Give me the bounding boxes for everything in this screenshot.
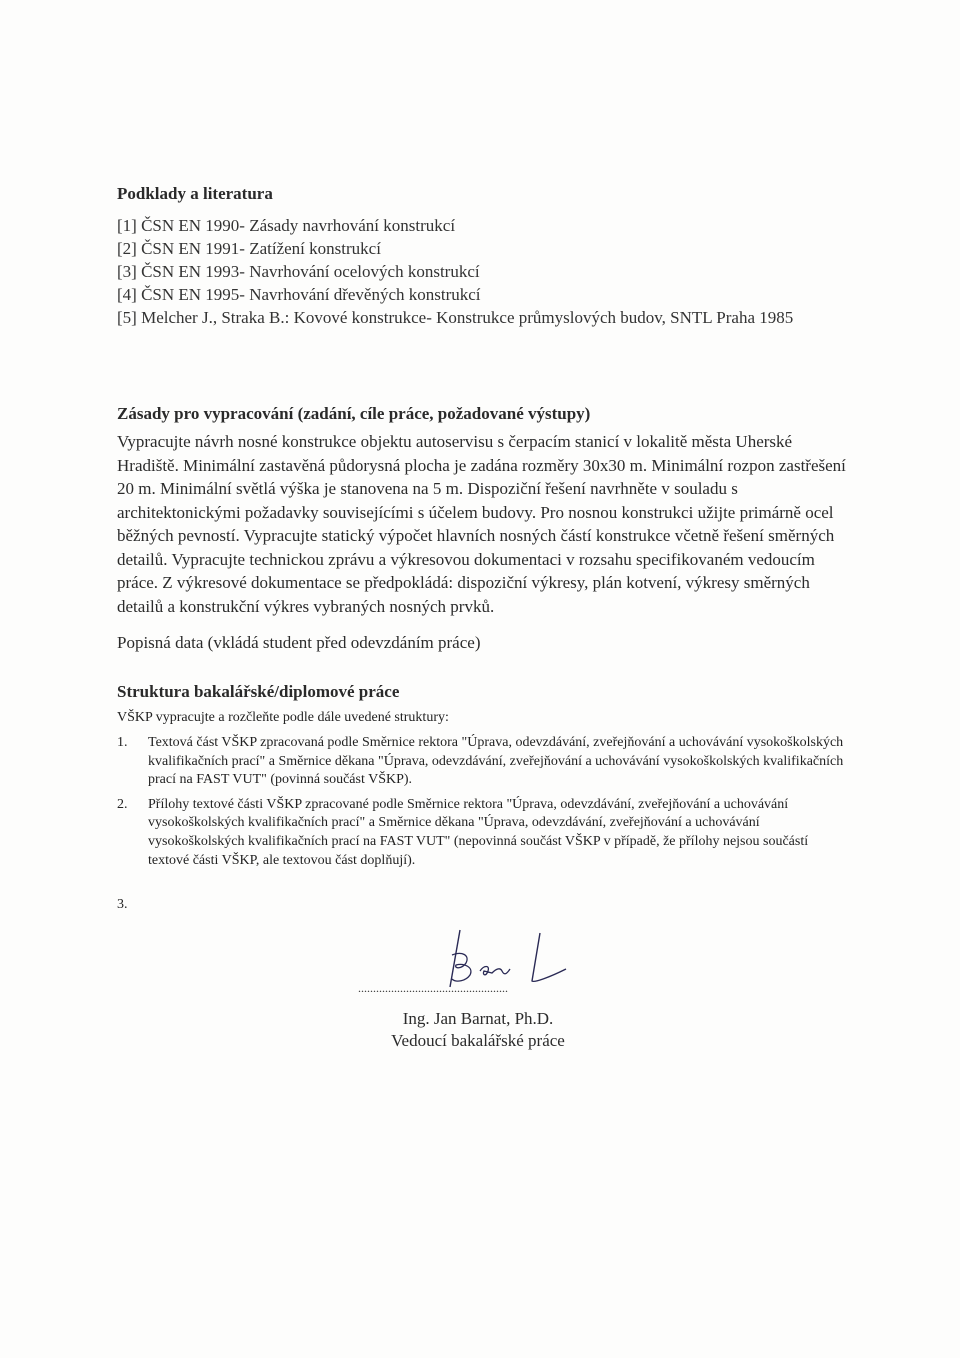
literature-item: [1] ČSN EN 1990- Zásady navrhování konstrukcí — [117, 216, 456, 235]
principles-body: Vypracujte návrh nosné konstrukce objektu autoservisu s čerpacím stanicí v lokalitě města Uherské Hradiště. Minimální zastavěná půdorysná plocha je zadána rozměry 30x30 m. Minimální rozpon zastřešení 20 m. Minimální světlá výška je stanovena na 5 m. Dispoziční řešení navrhněte v souladu s architektonickými požadavky souvisejícími s účelem budovy. Pro nosnou konstrukci užijte primárně ocel běžných pevností. Vypracujte statický výpočet hlavních nosných částí konstrukce včetně řešení směrných detailů. Vypracujte technickou zprávu a výkresovou dokumentaci v rozsahu specifikovaném vedoucím práce. Z výkresové dokumentace se předpokládá: dispoziční výkresy, plán kotvení, výkresy směrných detailů a konstrukční výkres vybraných nosných prvků. — [117, 432, 846, 616]
literature-item: [5] Melcher J., Straka B.: Kovové konstrukce- Konstrukce průmyslových budov, SNTL Praha 1985 — [117, 308, 794, 327]
structure-heading: Struktura bakalářské/diplomové práce — [117, 682, 400, 701]
structure-item-text: Textová část VŠKP zpracovaná podle Směrnice rektora "Úprava, odevzdávání, zveřejňování a uchovávání vysokoškolských kvalifikačních prací" a Směrnice děkana "Úprava, odevzdávání, zveřejňování a uchovávání vysokoškolských kvalifikačních prací na FAST VUT" (povinná součást VŠKP). — [148, 735, 844, 788]
principles-heading: Zásady pro vypracování (zadání, cíle práce, požadované výstupy) — [117, 404, 591, 423]
structure-item-number: 2. — [117, 796, 128, 812]
structure-item — [117, 796, 847, 870]
principles-note: Popisná data (vkládá student před odevzdáním práce) — [117, 633, 481, 652]
signature-line: .................................................. — [358, 981, 508, 995]
literature-item: [3] ČSN EN 1993- Navrhování ocelových konstrukcí — [117, 262, 480, 281]
literature-list — [117, 214, 857, 329]
structure-item-text: Přílohy textové části VŠKP zpracované podle Směrnice rektora "Úprava, odevzdávání, zveřejňování a uchovávání vysokoškolských kvalifikačních prací" a Směrnice děkana "Úprava, odevzdávání, zveřejňování a uchovávání vysokoškolských kvalifikačních prací na FAST VUT" (nepovinná součást VŠKP v případě, že přílohy nejsou součástí textové části VŠKP, ale textovou část doplňují). — [148, 796, 809, 868]
structure-item-3-number: 3. — [117, 897, 128, 912]
structure-list — [117, 734, 847, 876]
literature-item: [2] ČSN EN 1991- Zatížení konstrukcí — [117, 239, 381, 258]
literature-heading: Podklady a literatura — [117, 184, 273, 203]
literature-item: [4] ČSN EN 1995- Navrhování dřevěných konstrukcí — [117, 285, 481, 304]
structure-item — [117, 734, 847, 790]
supervisor-role: Vedoucí bakalářské práce — [391, 1031, 565, 1050]
structure-item-number: 1. — [117, 735, 128, 750]
structure-intro: VŠKP vypracujte a rozčleňte podle dále uvedené struktury: — [117, 710, 449, 725]
supervisor-name: Ing. Jan Barnat, Ph.D. — [402, 1009, 554, 1028]
